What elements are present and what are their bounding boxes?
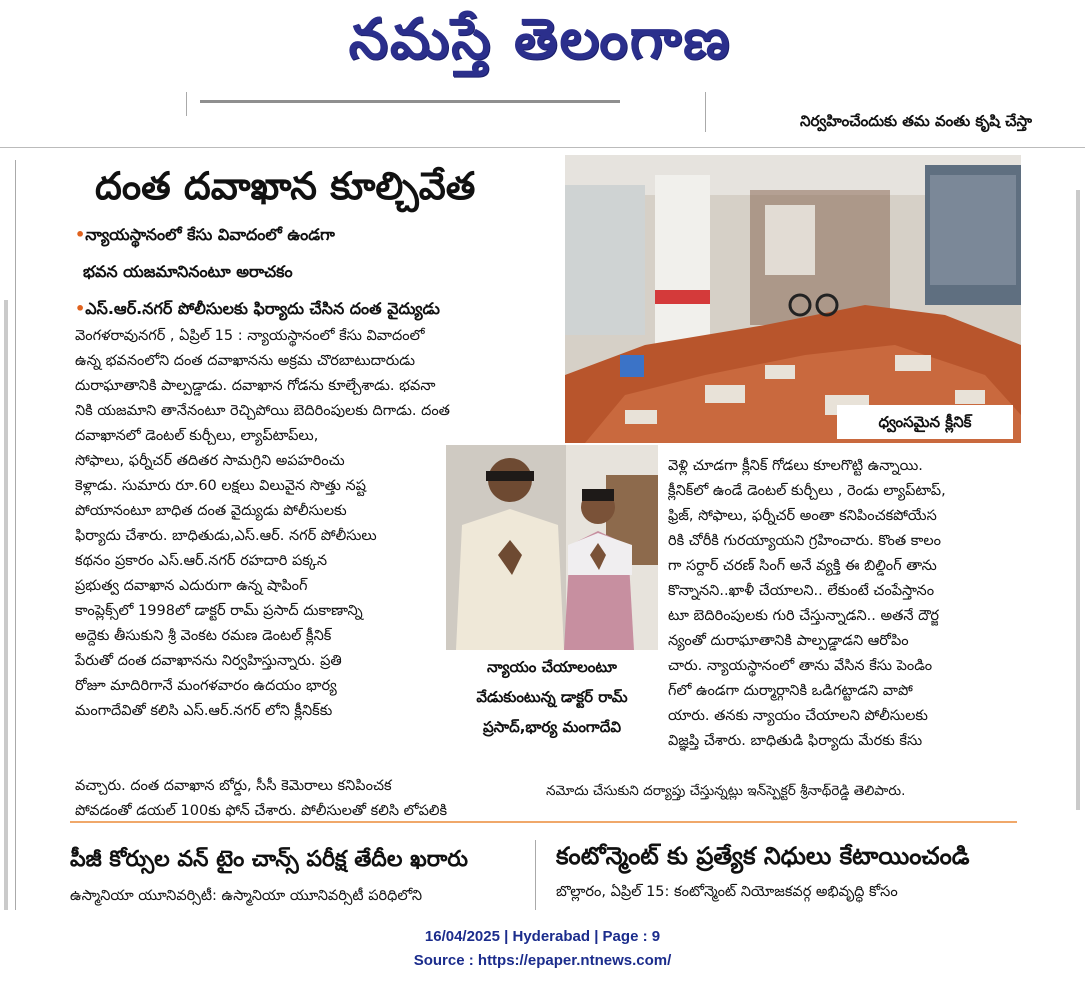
bottom-left-headline: పీజీ కోర్సుల వన్ టైం చాన్స్ పరీక్ష తేదీల ఖరారు: [70, 847, 468, 872]
article-body-middle: [75, 424, 437, 724]
text-line: ఫిర్యాదు చేశారు. బాధితుడు,ఎస్.ఆర్. నగర్ పోలీసులు: [75, 528, 377, 544]
rubble-photo-icon: [565, 155, 1021, 443]
cutoff-glyphs-icon: [1071, 160, 1085, 910]
text-line: దురాఘాతానికి పాల్పడ్డాడు. దవాఖాన గోడను కూల్చేశాడు. భవనా: [75, 378, 436, 394]
bullet-1: [75, 223, 335, 247]
footer-date-page: 16/04/2025 | Hyderabad | Page : 9: [424, 928, 661, 945]
article-body-middle-wide: [75, 774, 537, 824]
text-line: ఫ్రిజ్, సోఫాలు, ఫర్నీచర్ అంతా కనిపించకపోయేస: [668, 508, 937, 524]
top-right-snippet: నిర్వహించేందుకు తమ వంతు కృషి చేస్తా: [800, 112, 1032, 130]
article-headline: దంత దవాఖాన కూల్చివేత: [95, 164, 476, 208]
caption-line: న్యాయం చేయాలంటూ: [487, 658, 617, 676]
masthead-rule: [0, 147, 1085, 148]
doctor-and-wife-photo: [446, 445, 658, 650]
text-line: వెంగళరావునగర్ , ఏప్రిల్ 15 : న్యాయస్థానంలో కేసు వివాదంలో: [75, 328, 425, 344]
text-line: రికి చోరీకి గురయ్యాయని గ్రహించారు. కొంత కాలం: [668, 533, 941, 549]
cutoff-glyphs-icon: [0, 160, 14, 910]
text-line: క్లీనిక్‌లో ఉండే డెంటల్ కుర్చీలు , రెండు ల్యాప్‌టాప్,: [668, 483, 946, 499]
text-line: కాంప్లెక్స్‌లో 1998లో డాక్టర్ రామ్ ప్రసాద్ దుకాణాన్ని: [75, 603, 363, 619]
text-line: పోయానంటూ బాధిత దంత వైద్యుడు పోలీసులకు: [75, 503, 347, 519]
bottom-left-text: ఉస్మానియా యూనివర్సిటీ: ఉస్మానియా యూనివర్సిటీ పరిధిలోని: [70, 888, 423, 904]
right-cutoff-column: [1071, 160, 1085, 910]
divider: [15, 160, 16, 910]
bullet-dot-icon: •: [75, 225, 86, 244]
bullet-text: భవన యజమానినంటూ అరాచకం: [83, 262, 293, 281]
text-line: యారు. తనకు న్యాయం చేయాలని పోలీసులకు: [668, 708, 928, 724]
bottom-right-text: బొల్లారం, ఏప్రిల్ 15: కంటోన్మెంట్ నియోజకవర్గ అభివృద్ధి కోసం: [556, 884, 898, 900]
text-line: సోఫాలు, ఫర్నీచర్ తదితర సామగ్రిని అపహరించు: [75, 453, 345, 469]
cut-off-glyphs-icon: [200, 90, 630, 110]
divider: [705, 92, 706, 132]
left-cutoff-column: [0, 160, 14, 910]
text-line: నమోదు చేసుకుని దర్యాప్తు చేస్తున్నట్లు ఇన్‌స్పెక్టర్ శ్రీనాథ్‌రెడ్డి తెలిపారు.: [546, 783, 906, 799]
text-line: గ్‌లో ఉండగా దుర్మార్గానికి ఒడిగట్టాడని వాపో: [668, 683, 913, 699]
article-body-left: [75, 324, 537, 424]
bullet-2: [75, 297, 440, 321]
page-footer: [0, 925, 1085, 973]
cut-off-text-line: [200, 90, 630, 110]
text-line: కెళ్లాడు. సుమారు రూ.60 లక్షలు విలువైన సొత్తు నష్ట: [75, 478, 367, 494]
text-line: టూ బెదిరింపులకు గురి చేస్తున్నాడని.. అతనే దౌర్జ: [668, 608, 939, 624]
text-line: వచ్చారు. దంత దవాఖాన బోర్డు, సీసీ కెమెరాలు కనిపించక: [75, 778, 392, 794]
bottom-right-headline: కంటోన్మెంట్ కు ప్రత్యేక నిధులు కేటాయించండి: [556, 842, 970, 870]
text-line: మంగాదేవితో కలిసి ఎస్.ఆర్.నగర్ లోని క్లీనిక్‌కు: [75, 703, 333, 719]
bullet-text: ఎస్.ఆర్.నగర్ పోలీసులకు ఫిర్యాదు చేసిన దంత వైద్యుడు: [85, 299, 440, 318]
text-line: అద్దెకు తీసుకుని శ్రీ వెంకట రమణ డెంటల్ క్లీనిక్: [75, 628, 332, 644]
bullet-1-cont: [83, 260, 293, 284]
demolished-clinic-photo: [565, 155, 1021, 443]
text-line: నికి యజమాని తానేనంటూ రెచ్చిపోయి బెదిరింపులకు దిగాడు. దంత: [75, 403, 450, 419]
footer-source[interactable]: Source : https://epaper.ntnews.com/: [413, 952, 672, 969]
article-body-right: [668, 454, 1018, 754]
text-line: ఉన్న భవనంలోని దంత దవాఖానను అక్రమ చొరబాటుదారుడు: [75, 353, 416, 369]
bullet-dot-icon: •: [75, 299, 86, 318]
photo-caption: ధ్వంసమైన క్లీనిక్: [837, 405, 1013, 439]
text-line: విజ్ఞప్తి చేశారు. బాధితుడి ఫిర్యాదు మేరకు కేసు: [668, 733, 923, 749]
caption-line: ప్రసాద్,భార్య మంగాదేవి: [482, 718, 622, 736]
text-line: కొన్నానని..ఖాళీ చేయాలని.. లేకుంటే చంపేస్తానం: [668, 583, 935, 599]
text-line: పేరుతో దంత దవాఖానను నిర్వహిస్తున్నారు. ప్రతి: [75, 653, 342, 669]
article-body-right-last: [546, 779, 1018, 804]
section-rule: [70, 821, 1017, 823]
bullet-text: న్యాయస్థానంలో కేసు వివాదంలో ఉండగా: [85, 225, 335, 244]
newspaper-logo: నమస్తే తెలంగాణ: [348, 7, 732, 72]
divider: [535, 840, 536, 910]
text-line: వెళ్లి చూడగా క్లీనిక్ గోడలు కూలగొట్టి ఉన్నాయి.: [668, 458, 923, 474]
caption-line: వేడుకుంటున్న డాక్టర్ రామ్: [476, 688, 628, 706]
text-line: రోజూ మాదిరిగానే మంగళవారం ఉదయం భార్య: [75, 678, 337, 694]
text-line: న్యంతో దురాఘాతానికి పాల్పడ్డాడని ఆరోపిం: [668, 633, 909, 649]
text-line: గా సర్దార్ చరణ్ సింగ్ అనే వ్యక్తి ఈ బిల్డింగ్ తాను: [668, 558, 937, 574]
text-line: కథనం ప్రకారం ఎస్.ఆర్.నగర్ రహదారి పక్కన: [75, 553, 328, 569]
masthead: [0, 0, 1085, 150]
text-line: పోవడంతో డయల్ 100కు ఫోన్ చేశారు. పోలీసులతో కలిసి లోపలికి: [75, 803, 448, 819]
text-line: చారు. న్యాయస్థానంలో తాను వేసిన కేసు పెండిం: [668, 658, 933, 674]
divider: [186, 92, 187, 116]
people-photo-icon: [446, 445, 658, 650]
text-line: ప్రభుత్వ దవాఖాన ఎదురుగా ఉన్న షాపింగ్: [75, 578, 308, 594]
people-caption: [446, 652, 658, 742]
text-line: దవాఖానలో డెంటల్ కుర్చీలు, ల్యాప్‌టాప్‌లు,: [75, 428, 319, 444]
